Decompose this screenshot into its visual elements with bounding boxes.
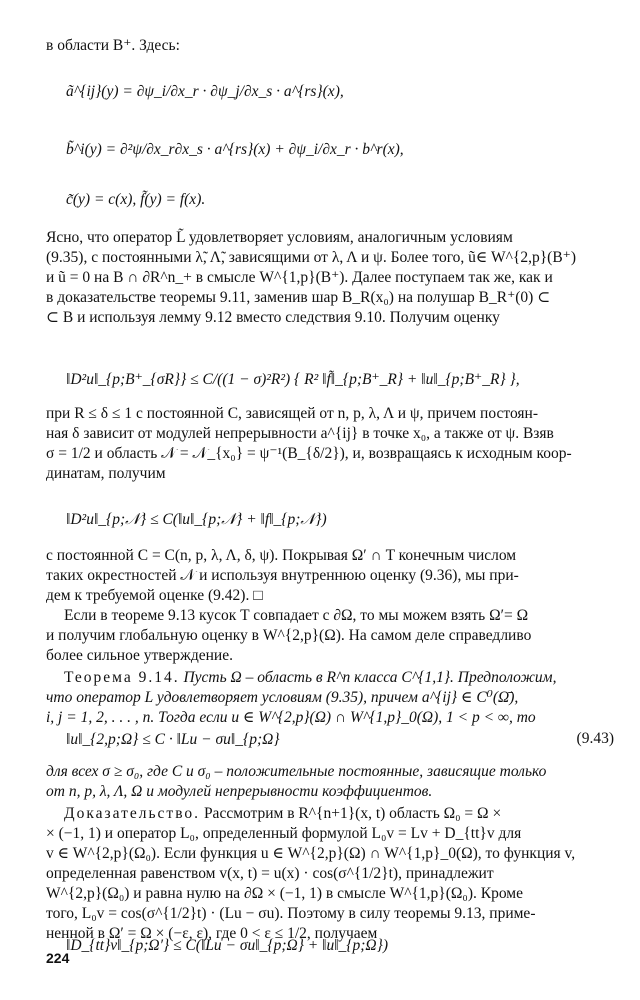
paragraph-cover [46,546,618,606]
text-line: что оператор L удовлетворяет условиям (9.35), причем a^{ij} ∈ C⁰(Ω̄), [46,689,519,706]
proof-label: Доказательство. [64,805,201,822]
text-line: и получим глобальную оценку в W^{2,p}(Ω). На самом деле справедливо [46,627,532,644]
text-line: ная δ зависит от модулей непрерывности a^{ij} в точке x₀, а также от ψ. Взяв [46,425,554,442]
text-line: и ũ = 0 на B ∩ ∂R^n_+ в смысле W^{1,p}(B⁺). Далее поступаем так же, как и [46,269,553,286]
text-line: в области B⁺. Здесь: [46,37,180,54]
text-line: W^{2,p}(Ω₀) и равна нулю на ∂Ω × (−1, 1) в смысле W^{1,p}(Ω₀). Кроме [46,885,523,902]
text-line: дем к требуемой оценке (9.42). □ [46,587,263,604]
text-line: динатам, получим [46,465,166,482]
paragraph-global [46,606,618,666]
text-line: таких окрестностей 𝒩 и используя внутреннюю оценку (9.36), мы при- [46,567,519,584]
text-line: Если в теореме 9.13 кусок T совпадает с ∂Ω, то мы можем взять Ω′= Ω [64,607,529,624]
formula-b-i: b̃^i(y) = ∂²ψ/∂x_r∂x_s · a^{rs}(x) + ∂ψ_i/∂x_r · b^r(x), [66,141,404,158]
theorem-label: Теорема 9.14. [64,669,180,686]
formula-a-ij: ã^{ij}(y) = ∂ψ_i/∂x_r · ∂ψ_j/∂x_s · a^{rs}(x), [66,83,344,100]
text-line: при R ≤ δ ≤ 1 с постоянной C, зависящей от n, p, λ, Λ и ψ, причем постоян- [46,405,538,422]
text-line: × (−1, 1) и оператор L₀, определенный формулой L₀v = Lv + D_{tt}v для [46,825,522,842]
text-line: Пусть Ω – область в R^n класса C^{1,1}. Предположим, [183,669,557,686]
text-line: Ясно, что оператор L̃ удовлетворяет условиям, аналогичным условиям [46,229,513,246]
formula-9-43: ‖u‖_{2,p;Ω} ≤ C · ‖Lu − σu‖_{p;Ω} [66,731,280,748]
formula-estimate: ‖D²u‖_{p;B⁺_{σR}} ≤ C/((1 − σ)²R²) { R² ‖f̃‖_{p;B⁺_R} + ‖u‖_{p;B⁺_R} }, [66,371,520,388]
text-line: определенная равенством v(x, t) = u(x) · cos(σ^{1/2}t), принадлежит [46,865,494,882]
text-line: для всех σ ≥ σ₀, где C и σ₀ – положительные постоянные, зависящие только [46,763,547,780]
text-line: i, j = 1, 2, . . . , n. Тогда если u ∈ W^{2,p}(Ω) ∩ W^{1,p}_0(Ω), 1 < p < ∞, то [46,709,536,726]
text-line: v ∈ W^{2,p}(Ω₀). Если функция u ∈ W^{2,p}(Ω) ∩ W^{1,p}_0(Ω), то функция v, [46,845,576,862]
text-line: с постоянной C = C(n, p, λ, Λ, δ, ψ). Покрывая Ω′ ∩ T конечным числом [46,547,517,564]
proof [46,804,618,944]
text-line: (9.35), с постоянными λ̃, Λ̃, зависящими от λ, Λ и ψ. Более того, ũ∈ W^{2,p}(B⁺) [46,249,576,266]
theorem-tail [46,762,618,802]
text-line: в доказательстве теоремы 9.11, заменив шар B_R(x₀) на полушар B_R⁺(0) ⊂ [46,289,551,306]
page-number: 224 [46,950,70,966]
text-line: Рассмотрим в R^{n+1}(x, t) область Ω₀ = Ω × [203,805,502,822]
paragraph-operator [46,228,618,328]
formula-9-43-row [46,730,618,750]
equation-number: (9.43) [576,730,614,747]
text-line: ненной в Ω′ = Ω × (−ε, ε), где 0 < ε ≤ 1/2, получаем [46,925,378,942]
formula-dtt: ‖D_{tt}v‖_{p;Ω′} ≤ C(‖Lu − σu‖_{p;Ω} + ‖u‖_{p;Ω}) [66,937,388,954]
text-line: более сильное утверждение. [46,647,233,664]
formula-c-f: c̃(y) = c(x), f̃(y) = f(x). [66,191,206,208]
text-line: того, L₀v = cos(σ^{1/2}t) · (Lu − σu). Поэтому в силу теоремы 9.13, приме- [46,905,536,922]
text-line: σ = 1/2 и область 𝒩 = 𝒩_{x₀} = ψ⁻¹(B_{δ/2}), и, возвращаясь к исходным коор- [46,445,572,462]
text-line: от n, p, λ, Λ, Ω и модулей непрерывности коэффициентов. [46,783,433,800]
formula-neighborhood: ‖D²u‖_{p;𝒩} ≤ C(‖u‖_{p;𝒩} + ‖f‖_{p;𝒩}) [66,511,327,528]
paragraph-delta [46,404,618,484]
theorem-9-14 [46,668,618,728]
text-line: ⊂ B и используя лемму 9.12 вместо следствия 9.10. Получим оценку [46,309,500,326]
